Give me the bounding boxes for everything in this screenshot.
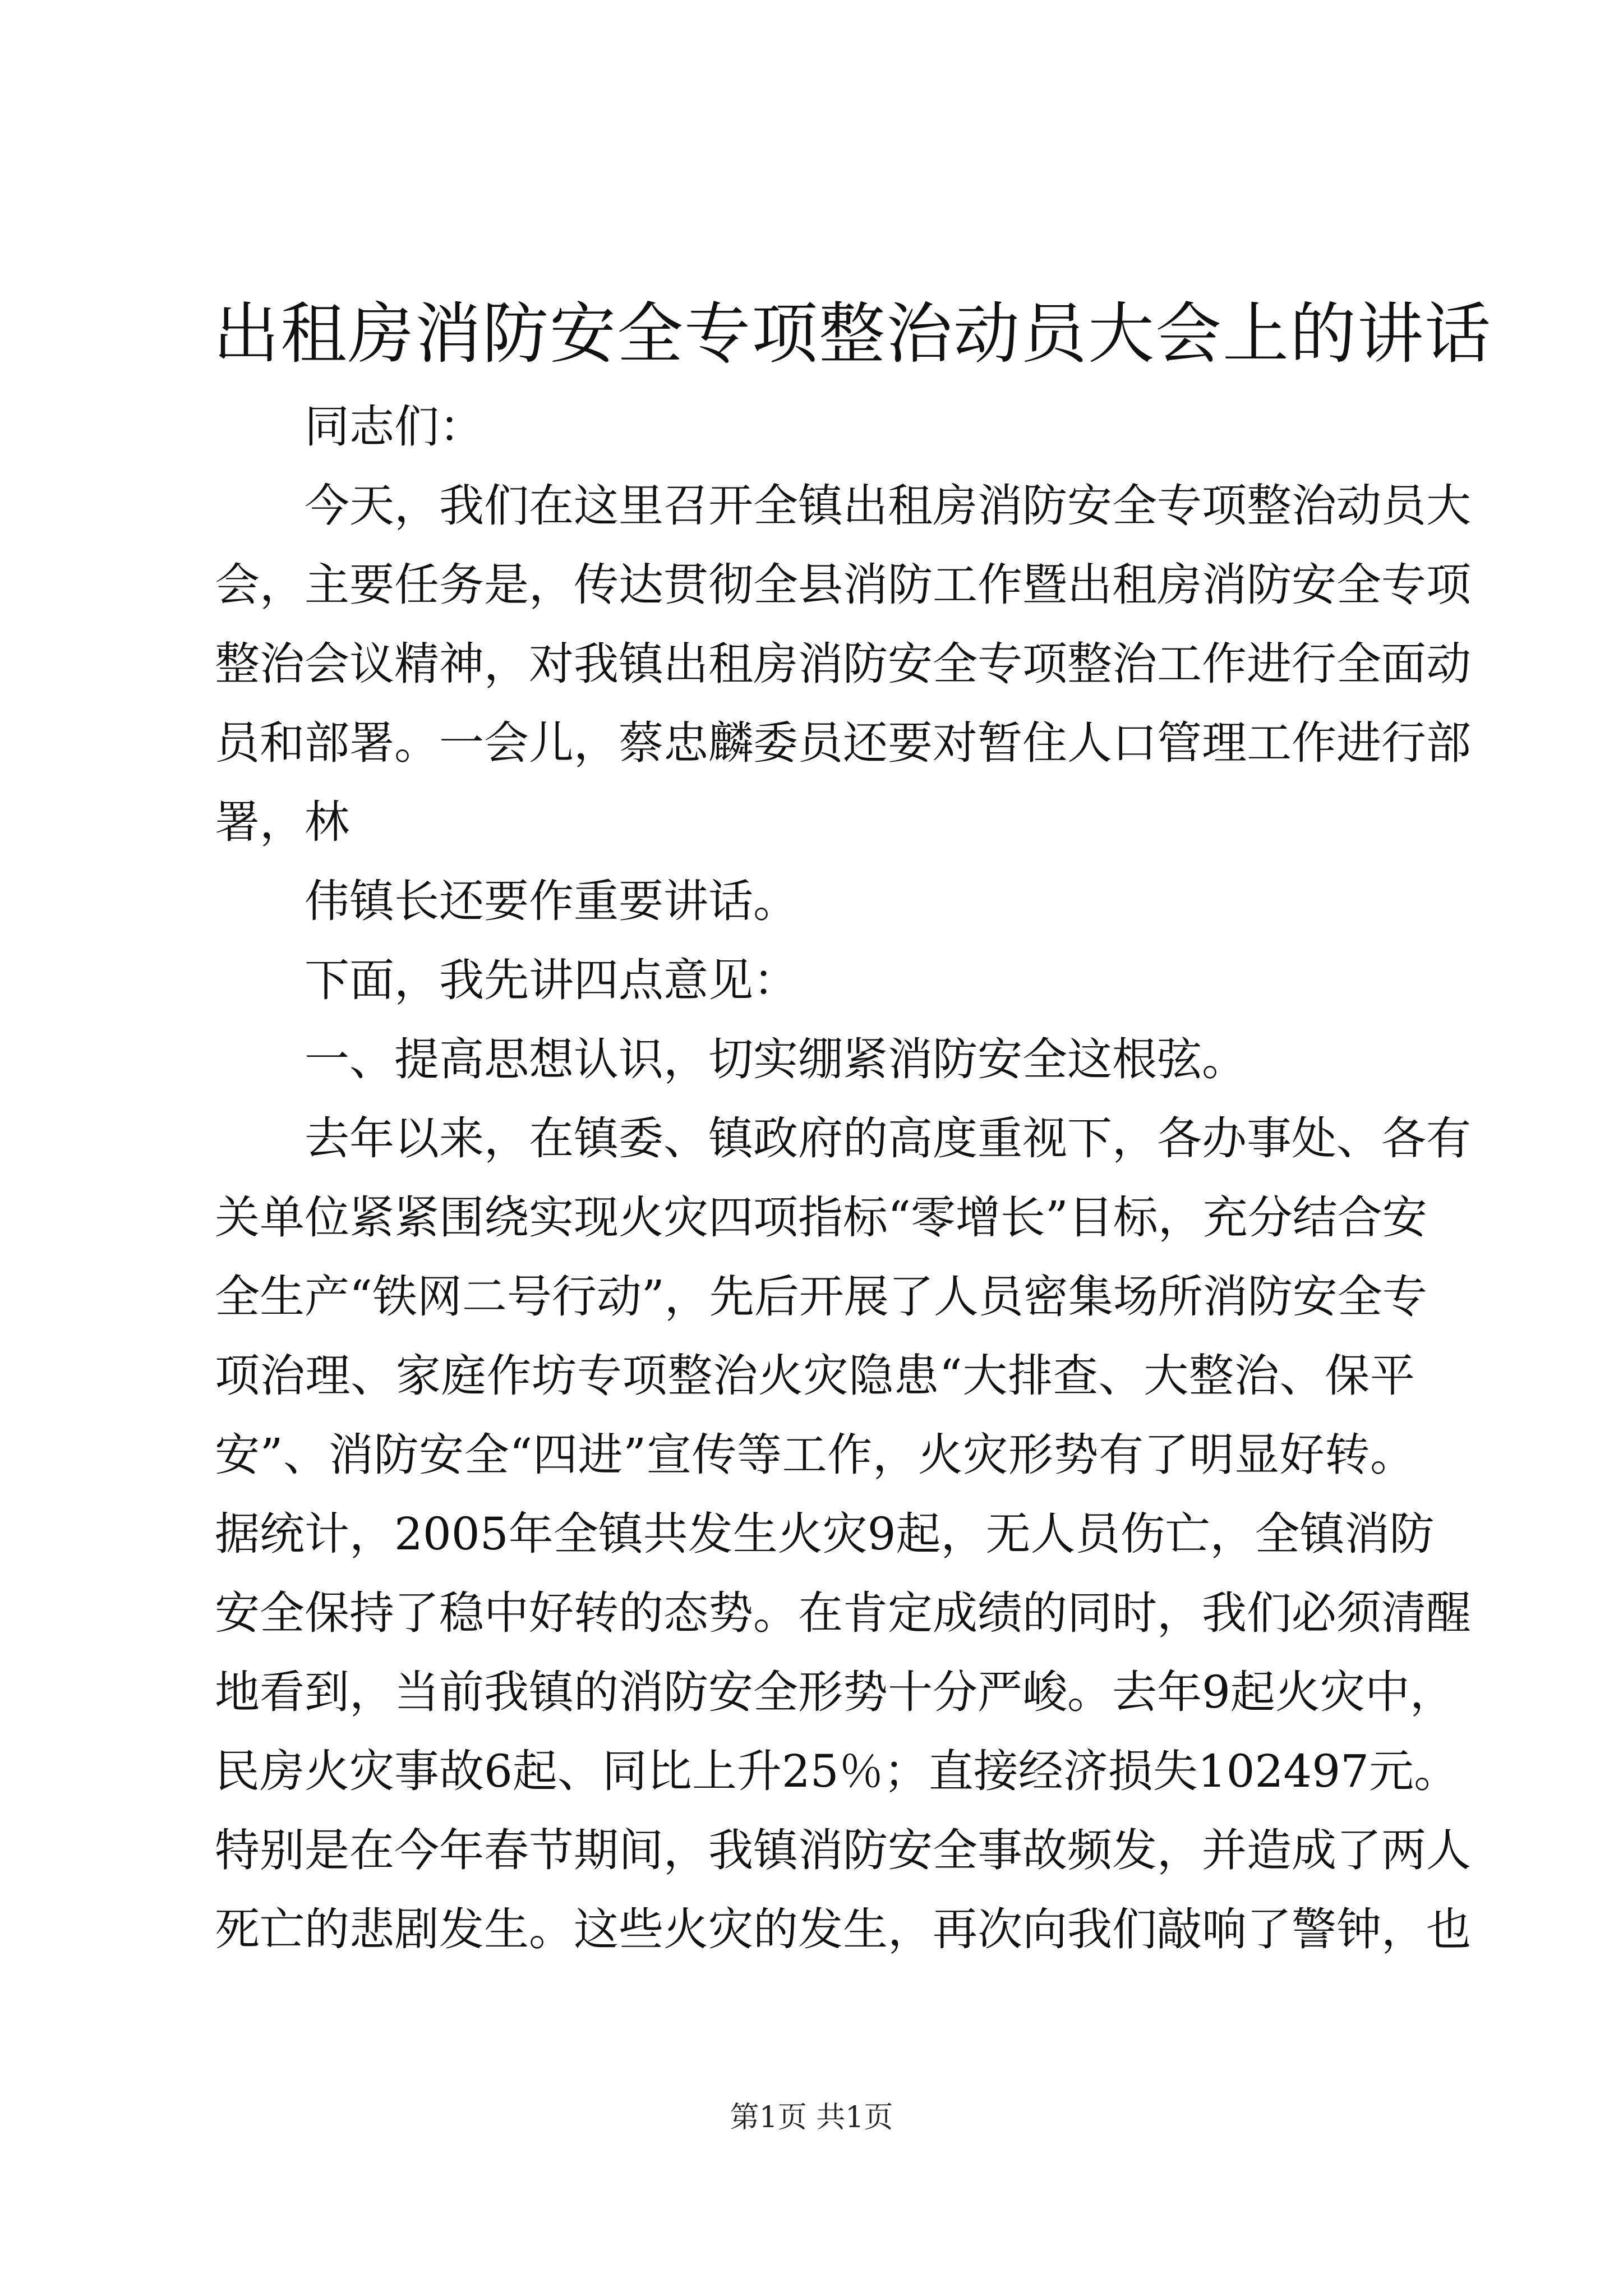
- paragraph-line: 去年以来，在镇委、镇政府的高度重视下，各办事处、各有: [305, 1112, 1471, 1165]
- paragraph-line: 伟镇长还要作重要讲话。: [305, 875, 798, 927]
- paragraph-line: 死亡的悲剧发生。这些火灾的发生，再次向我们敲响了警钟，也: [215, 1903, 1471, 1955]
- document-title: 出租房消防安全专项整治动员大会上的讲话: [213, 295, 1492, 372]
- paragraph-line: 今天，我们在这里召开全镇出租房消防安全专项整治动员大: [305, 480, 1471, 532]
- paragraph-line: 员和部署。一会儿，蔡忠麟委员还要对暂住人口管理工作进行部: [215, 717, 1471, 769]
- paragraph-line: 项治理、家庭作坊专项整治火灾隐患“大排查、大整治、保平: [215, 1350, 1415, 1402]
- paragraph-line: 下面，我先讲四点意见：: [305, 954, 798, 1006]
- paragraph-line: 民房火灾事故6起、同比上升25％；直接经济损失102497元。: [215, 1745, 1459, 1797]
- page-footer: 第1页 共1页: [730, 2101, 893, 2134]
- paragraph-line: 地看到，当前我镇的消防安全形势十分严峻。去年9起火灾中，: [215, 1666, 1455, 1718]
- section-heading-line: 一、提高思想认识，切实绷紧消防安全这根弦。: [305, 1033, 1247, 1085]
- salutation-line: 同志们：: [305, 401, 484, 453]
- paragraph-line: 安”、消防安全“四进”宣传等工作，火灾形势有了明显好转。: [215, 1429, 1415, 1481]
- paragraph-line: 关单位紧紧围绕实现火灾四项指标“零增长”目标，充分结合安: [215, 1191, 1427, 1244]
- paragraph-line: 安全保持了稳中好转的态势。在肯定成绩的同时，我们必须清醒: [215, 1587, 1471, 1639]
- paragraph-line: 特别是在今年春节期间，我镇消防安全事故频发，并造成了两人: [215, 1824, 1471, 1876]
- paragraph-line: 署，林: [215, 796, 349, 848]
- paragraph-line: 据统计，2005年全镇共发生火灾9起，无人员伤亡，全镇消防: [215, 1508, 1435, 1560]
- paragraph-line: 整治会议精神，对我镇出租房消防安全专项整治工作进行全面动: [215, 638, 1471, 690]
- document-body: [215, 387, 1471, 1969]
- paragraph-line: 会，主要任务是，传达贯彻全县消防工作暨出租房消防安全专项: [215, 559, 1471, 611]
- paragraph-line: 全生产“铁网二号行动”，先后开展了人员密集场所消防安全专: [215, 1271, 1427, 1323]
